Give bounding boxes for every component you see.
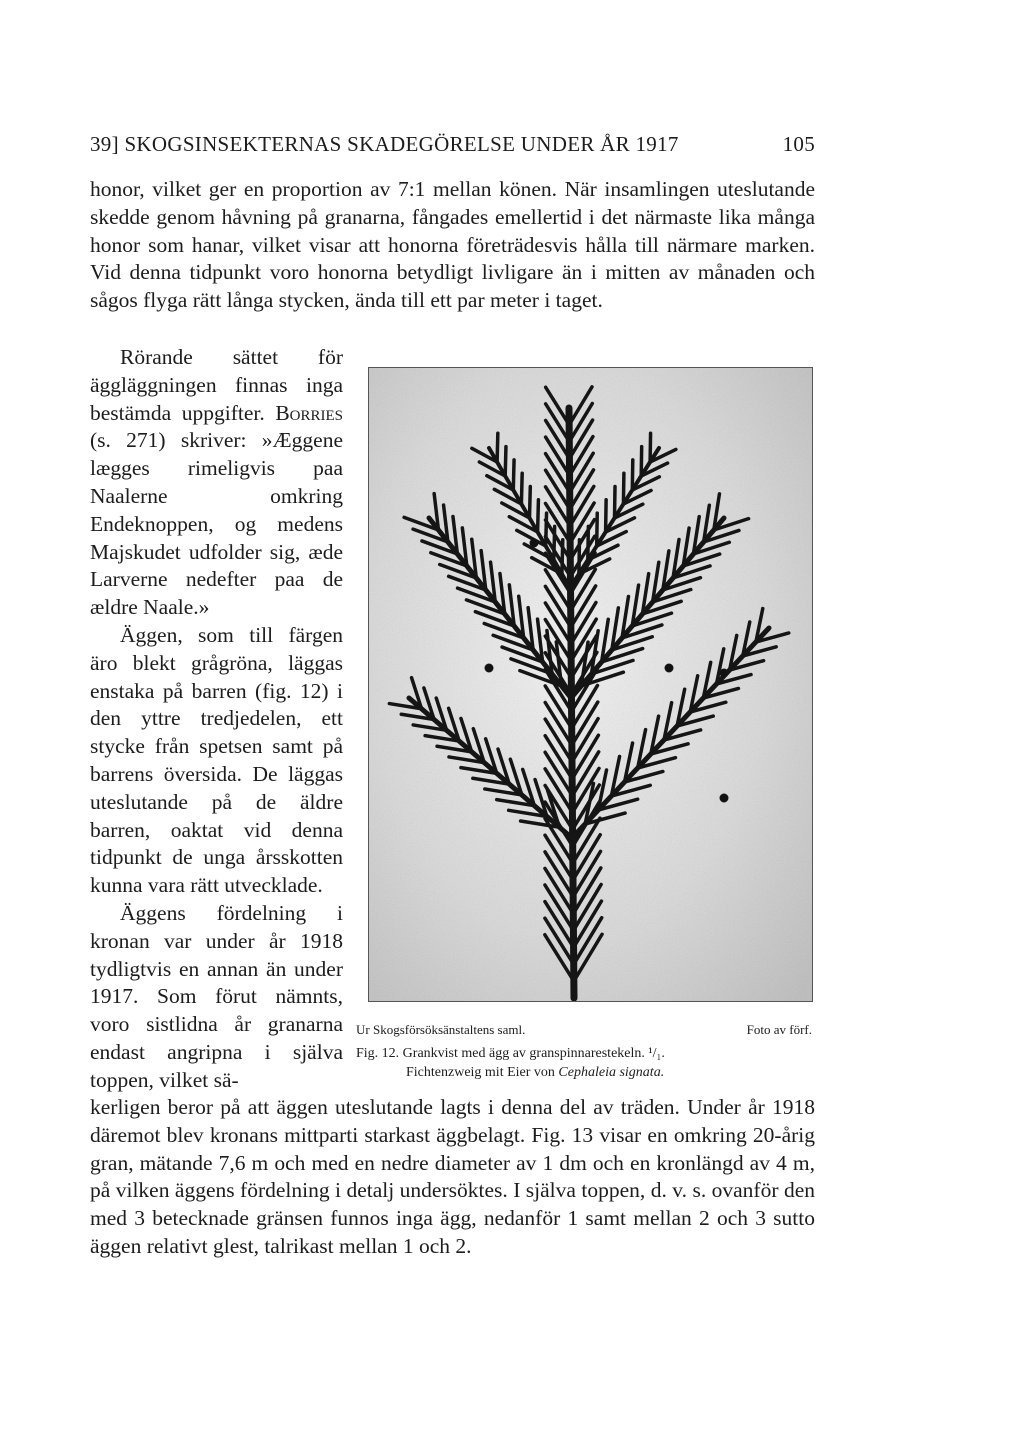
- caption-german-text: Fichtenzweig mit Eier von: [406, 1065, 559, 1080]
- body-paragraph: honor, vilket ger en proportion av 7:1 mellan könen. När insamlingen uteslutande skedde genom håvning på granarna, fångades emellertid i det närmaste lika många honor som hanar, vilket visar att honorna företrädesvis hålla till närmare marken. Vid denna tidpunkt voro honorna betydligt livligare än i mitten av månaden och sågos flyga rätt långa stycken, ända till ett par meter i taget.: [90, 177, 815, 313]
- figure-source: Ur Skogsförsöksänstaltens saml.: [356, 1022, 526, 1037]
- egg-mark: [530, 539, 538, 547]
- left-column-text: [90, 344, 343, 1095]
- egg-mark: [720, 669, 728, 677]
- egg-mark: [485, 664, 493, 672]
- page-number: 105: [782, 132, 815, 156]
- egg-mark: [665, 664, 673, 672]
- running-title: 39] SKOGSINSEKTERNAS SKADEGÖRELSE UNDER ÅR 1917: [90, 132, 679, 156]
- species-name: Cephaleia signata.: [558, 1065, 665, 1080]
- quotation: (s. 271) skriver: »Æggene lægges rimeligvis paa Naalerne omkring Endeknoppen, og medens Majskudet udfolder sig, æde Larverne nedefter paa de ældre Naale.»: [90, 428, 343, 620]
- figure-photograph: [368, 367, 813, 1002]
- spruce-twig-image: [369, 368, 812, 1001]
- bottom-paragraph: [90, 1094, 815, 1261]
- photo-credit: Foto av förf.: [746, 1022, 812, 1037]
- body-paragraph: kerligen beror på att äggen uteslutande lagts i denna del av träden. Under år 1918 däremot blev kronans mittparti starkast äggbelagt. Fig. 13 visar en omkring 20-årig gran, mätande 7,6 m och med en nedre diameter av 1 dm och en kronlängd av 4 m, på vilken äggens fördelning i detalj undersöktes. I själva toppen, d. v. s. ovanför den med 3 betecknade gränsen funnos inga ägg, nedanför 1 samt mellan 2 och 3 sutto äggen relativt glest, talrikast mellan 1 och 2.: [90, 1095, 815, 1258]
- body-paragraph-distribution: Äggens fördelning i kronan var under år 1918 tydligtvis en annan än under 1917. Som förut nämnts, voro sistlidna år granarna endast angripna i själva toppen, vilket sä-: [90, 900, 343, 1092]
- top-paragraph: [90, 176, 815, 315]
- body-paragraph-borries: [90, 344, 343, 622]
- egg-mark: [720, 794, 728, 802]
- author-name: Borries: [275, 400, 343, 425]
- body-paragraph-eggs: Äggen, som till färgen äro blekt grågröna, läggas enstaka på barren (fig. 12) i den yttre tredjedelen, ett stycke från spetsen samt på barrens översida. De läggas uteslutande på de äldre barren, oaktat vid denna tidpunkt de unga årsskotten kunna vara rätt utvecklade.: [90, 622, 343, 898]
- caption-german: [356, 1063, 816, 1082]
- running-header: [90, 132, 815, 162]
- figure-caption: [356, 1044, 816, 1082]
- text-run: Rörande sättet för äggläggningen finnas inga bestämda uppgifter.: [90, 345, 343, 425]
- caption-swedish: Fig. 12. Grankvist med ägg av granspinnarestekeln. ¹/₁.: [356, 1046, 665, 1061]
